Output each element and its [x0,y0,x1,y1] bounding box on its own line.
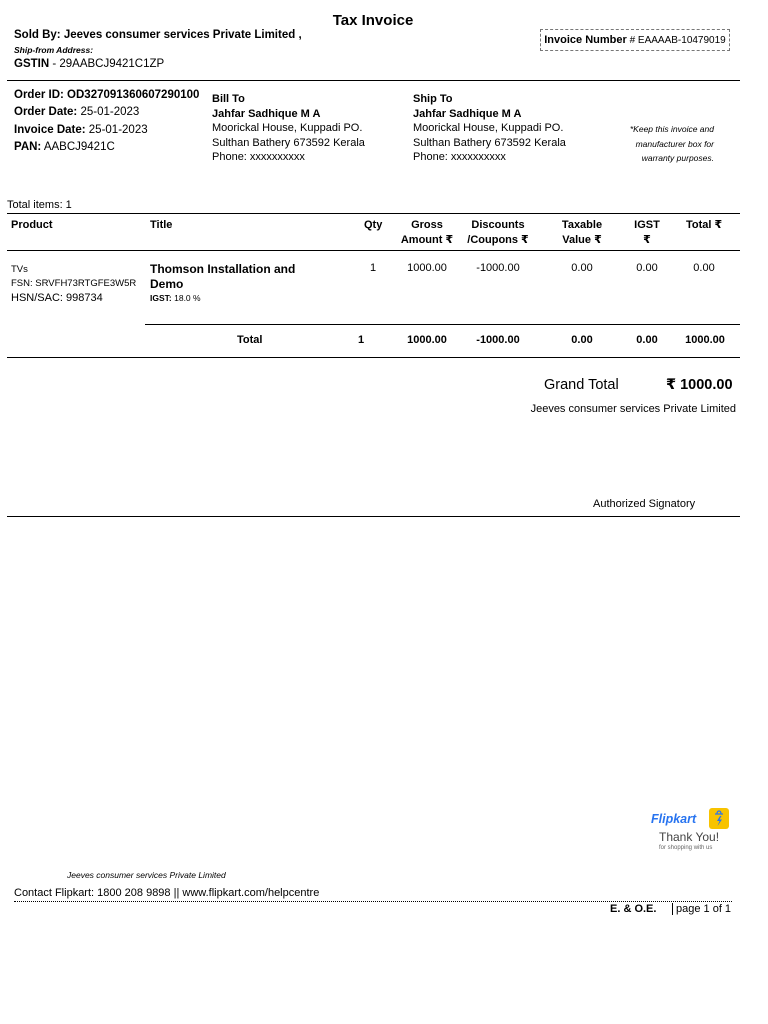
table-bottom-border [7,357,740,358]
product-title-cell [150,262,295,306]
bill-to-address-line1: Moorickal House, Kuppadi PO. [212,122,363,134]
igst-rate-value: 18.0 % [174,293,201,303]
footer-company: Jeeves consumer services Private Limited [67,870,226,880]
total-items: Total items: 1 [7,199,72,211]
invoice-date-label: Invoice Date: [14,123,86,136]
col-header-product: Product [11,219,53,231]
product-title-line1: Thomson Installation and [150,262,296,276]
order-id-value: OD327091360607290100 [67,89,200,101]
row-igst: 0.00 [636,262,658,274]
pan-label: PAN: [14,140,42,153]
ship-to-phone: Phone: xxxxxxxxxx [413,151,506,163]
product-hsn: HSN/SAC: 998734 [11,292,103,304]
page-number: page 1 of 1 [672,903,731,915]
invoice-date-value: 25-01-2023 [88,123,148,136]
warranty-note [604,122,714,166]
order-date-label: Order Date: [14,106,78,119]
thank-you-tagline: for shopping with us [659,845,713,851]
col-header-igst [624,218,670,247]
signature-divider [7,516,740,517]
totals-taxable-value: 0.00 [571,334,593,346]
col-header-total: Total ₹ [686,219,723,231]
sold-by-label: Sold By: [14,29,61,41]
totals-label: Total [237,334,263,346]
igst-rate-label: IGST: [150,293,172,303]
gstin [14,58,164,70]
signatory-company: Jeeves consumer services Private Limited [530,403,736,415]
grand-total-value: ₹ 1000.00 [666,377,733,393]
bill-to-block [212,92,365,165]
col-header-discounts [462,218,534,247]
row-discounts: -1000.00 [476,262,520,274]
ship-to-block [413,92,566,165]
table-row [11,263,136,306]
warranty-note-line3: warranty purposes. [641,153,714,163]
order-id-label: Order ID: [14,89,64,101]
header-divider [7,80,740,81]
footer-dotted-divider [14,901,732,902]
bill-to-label: Bill To [212,93,245,105]
totals-gross-amount: 1000.00 [407,334,447,346]
totals-divider [145,324,740,325]
product-fsn: FSN: SRVFH73RTGFE3W5R [11,278,137,289]
col-header-gross-amount [395,218,459,247]
pan [14,139,199,156]
table-top-border [7,213,740,214]
totals-discounts: -1000.00 [476,334,520,346]
gstin-label: GSTIN [14,58,50,70]
authorized-signatory: Authorized Signatory [593,498,696,510]
ship-from-label: Ship-from Address: [14,45,94,55]
ship-to-address-line2: Sulthan Bathery 673592 Kerala [413,136,566,149]
document-title: Tax Invoice [332,12,414,29]
row-qty: 1 [369,262,377,274]
thank-you-text: Thank You! [659,830,720,844]
col-header-gross-line2: Amount ₹ [400,233,454,246]
contact-info: Contact Flipkart: 1800 208 9898 || www.flipkart.com/helpcentre [14,887,320,899]
grand-total-label: Grand Total [544,377,619,393]
row-total: 0.00 [693,262,715,274]
col-header-igst-line2: ₹ [643,233,651,246]
bill-to-phone: Phone: xxxxxxxxxx [212,151,305,163]
flipkart-bag-icon [709,808,729,829]
totals-igst: 0.00 [636,334,658,346]
row-taxable-value: 0.00 [571,262,593,274]
col-header-gross-line1: Gross [411,219,443,231]
row-gross-amount: 1000.00 [407,262,447,274]
col-header-taxable-line2: Value ₹ [562,233,602,246]
product-category: TVs [11,264,28,275]
gstin-value: - 29AABCJ9421C1ZP [52,58,165,70]
product-title-line2: Demo [150,276,184,291]
seller-name: Jeeves consumer services Private Limited , [63,29,302,41]
order-info [14,87,199,156]
bill-to-address-line2: Sulthan Bathery 673592 Kerala [212,136,365,149]
totals-qty: 1 [357,334,365,346]
col-header-taxable-line1: Taxable [561,219,603,231]
col-header-igst-line1: IGST [634,219,660,231]
pan-value: AABCJ9421C [43,140,115,153]
col-header-discounts-line1: Discounts [471,219,525,231]
flipkart-logo [651,808,731,854]
ship-to-address-line1: Moorickal House, Kuppadi PO. [413,122,564,134]
bill-to-name: Jahfar Sadhique M A [212,107,321,120]
totals-total: 1000.00 [685,334,725,346]
warranty-note-line1: *Keep this invoice and [629,124,714,134]
flipkart-wordmark: Flipkart [651,812,697,826]
col-header-discounts-line2: /Coupons ₹ [467,233,529,246]
ship-to-label: Ship To [413,93,453,105]
col-header-title: Title [150,219,173,231]
invoice-number-label: Invoice Number [544,34,627,46]
order-date-value: 25-01-2023 [80,106,140,119]
ship-to-name: Jahfar Sadhique M A [413,107,522,120]
product-igst-rate [150,291,295,306]
col-header-taxable-value [550,218,614,247]
table-header-border [7,250,740,251]
col-header-qty: Qty [364,219,383,231]
eoe-label: E. & O.E. [610,903,657,915]
invoice-number-box [540,29,730,51]
invoice-number-value: # EAAAAB-10479019 [629,35,726,46]
invoice-date [14,122,199,139]
warranty-note-line2: manufacturer box for [635,138,714,149]
order-id [14,87,199,104]
order-date [14,104,199,121]
sold-by [14,29,302,41]
